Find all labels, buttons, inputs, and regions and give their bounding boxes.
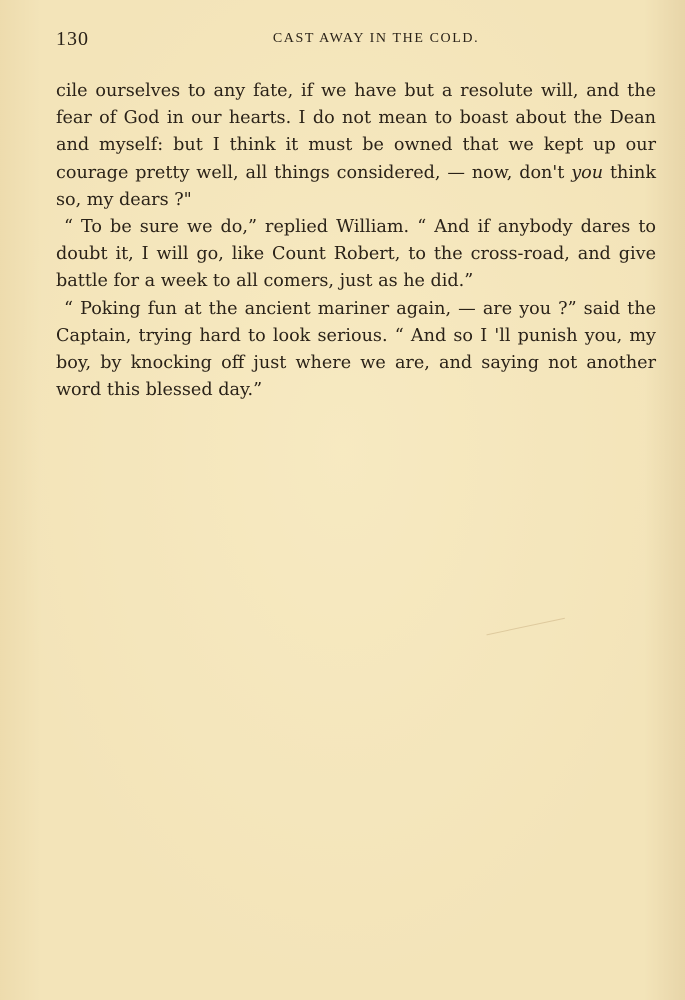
book-page xyxy=(56,28,656,404)
paragraph-1-text-before: cile ourselves to any fate, if we have but a resolute will, and the fear of God in our hearts. I do not mean to boast about the Dean and myself: but I think it must be owned that we kept up our courage pretty well, all things considered, — now, don't xyxy=(56,81,656,183)
running-title: CAST AWAY IN THE COLD. xyxy=(272,31,480,46)
paragraph-1-text-after: think so, my dears ?" xyxy=(56,162,656,210)
paper-crease-mark xyxy=(486,618,565,639)
body-text xyxy=(56,78,656,404)
running-head xyxy=(56,28,656,58)
paragraph-3: “ Poking fun at the ancient mariner again, — are you ?” said the Captain, trying hard to look serious. “ And so I 'll punish you, my boy, by knocking off just where we are, and saying not another word this blessed day.” xyxy=(56,298,656,401)
paragraph-1 xyxy=(56,78,656,214)
emphasis-you: you xyxy=(571,162,604,183)
paragraph-2: “ To be sure we do,” replied William. “ And if anybody dares to doubt it, I will go, like Count Robert, to the cross-road, and give battle for a week to all comers, just as he did.” xyxy=(56,217,656,292)
page-number: 130 xyxy=(56,28,89,50)
